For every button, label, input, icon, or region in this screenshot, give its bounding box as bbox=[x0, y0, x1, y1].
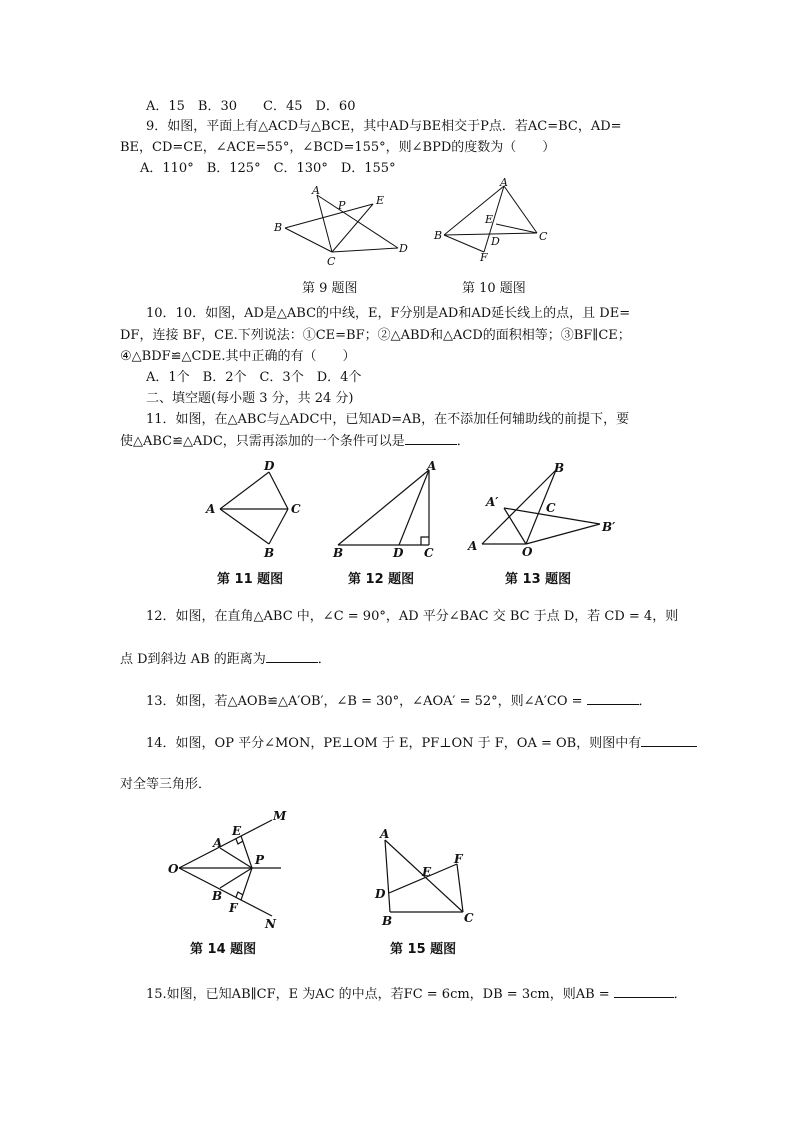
q14-line2: 对全等三角形． bbox=[120, 777, 212, 792]
fig11-label-c: C bbox=[291, 502, 301, 516]
q15-line1-text: 15.如图，已知AB∥CF，E 为AC 的中点，若FC = 6cm，DB = 3cm，则AB = bbox=[146, 987, 610, 1002]
fig14-label-m: M bbox=[273, 809, 287, 823]
q10-line3: ④△BDF≌△CDE.其中正确的有（ ） bbox=[120, 349, 356, 364]
fig10-label-b: B bbox=[434, 229, 443, 242]
fig15-label-f: F bbox=[454, 852, 463, 866]
q13-line1-text: 13．如图，若△AOB≌△A′OB′，∠B = 30°，∠AOA′ = 52°，则∠A′CO = bbox=[146, 694, 583, 709]
fig15-label-a: A bbox=[380, 827, 390, 841]
fig15-label-b: B bbox=[382, 914, 393, 928]
fig15-label-e: E bbox=[422, 865, 432, 879]
fig12-label-d: D bbox=[393, 546, 404, 560]
fig14-label-a: A bbox=[213, 836, 223, 850]
q10-line1: 10．10．如图，AD是△ABC的中线，E，F分别是AD和AD延长线上的点，且 DE= bbox=[146, 306, 631, 321]
fig12-caption: 第 12 题图 bbox=[348, 572, 415, 587]
fig10-label-d: D bbox=[491, 235, 500, 248]
q11-line2 bbox=[120, 432, 470, 451]
fig9-label-d: D bbox=[399, 242, 408, 255]
q11-answer-blank[interactable] bbox=[405, 432, 457, 445]
q13-end: ． bbox=[638, 694, 652, 709]
q14-line1 bbox=[146, 734, 697, 753]
figure-14 bbox=[165, 808, 290, 933]
fig9-label-c: C bbox=[327, 255, 336, 268]
fig14-label-o: O bbox=[168, 862, 179, 876]
q12-line1: 12．如图，在直角△ABC 中，∠C = 90°，AD 平分∠BAC 交 BC 于点 D，若 CD = 4，则 bbox=[146, 609, 679, 624]
q12-answer-blank[interactable] bbox=[266, 650, 318, 663]
figure-10 bbox=[430, 176, 560, 268]
q10-options: A．1个 B．2个 C．3个 D．4个 bbox=[146, 370, 362, 385]
fig14-label-b: B bbox=[212, 889, 223, 903]
fig9-caption: 第 9 题图 bbox=[302, 281, 358, 296]
figure-13 bbox=[460, 458, 630, 562]
fig9-label-b: B bbox=[274, 221, 283, 234]
fig12-label-a: A bbox=[427, 459, 437, 473]
fig14-label-p: P bbox=[255, 853, 265, 867]
figure-15 bbox=[370, 826, 480, 931]
q13-answer-blank[interactable] bbox=[587, 692, 639, 705]
fig12-label-c: C bbox=[424, 546, 434, 560]
fig14-label-n: N bbox=[265, 917, 276, 931]
fig9-label-p: P bbox=[338, 199, 346, 212]
q12-end: ． bbox=[317, 652, 331, 667]
fig10-label-f: F bbox=[480, 251, 488, 264]
fig15-label-d: D bbox=[375, 887, 386, 901]
fig11-label-d: D bbox=[264, 459, 275, 473]
fig13-label-b: B bbox=[554, 461, 565, 475]
fig13-label-o: O bbox=[522, 545, 533, 559]
q12-line2 bbox=[120, 650, 331, 669]
q14-line1-text: 14．如图，OP 平分∠MON，PE⊥OM 于 E，PF⊥ON 于 F，OA = OB，则图中有 bbox=[146, 736, 642, 751]
fig11-label-b: B bbox=[264, 546, 275, 560]
q10-line2: DF，连接 BF，CE.下列说法：①CE=BF；②△ABD和△ACD的面积相等；③BF∥CE； bbox=[120, 328, 631, 343]
q9-line2: BE，CD=CE，∠ACE=55°，∠BCD=155°，则∠BPD的度数为（ ） bbox=[120, 140, 556, 155]
fig11-label-a: A bbox=[206, 502, 216, 516]
q15-end: ． bbox=[673, 987, 687, 1002]
q11-line1: 11．如图，在△ABC与△ADC中，已知AD=AB，在不添加任何辅助线的前提下，要 bbox=[146, 412, 630, 427]
fig13-label-a-prime: A′ bbox=[486, 495, 499, 509]
fig10-label-c: C bbox=[539, 230, 548, 243]
q9-options: A．110° B．125° C．130° D．155° bbox=[140, 161, 396, 176]
fig15-caption: 第 15 题图 bbox=[390, 942, 457, 957]
fig13-label-b-prime: B′ bbox=[602, 520, 616, 534]
fig9-label-a: A bbox=[312, 184, 320, 197]
fig13-label-a: A bbox=[468, 539, 478, 553]
fig9-label-e: E bbox=[376, 194, 385, 207]
figure-9 bbox=[270, 180, 420, 270]
q14-answer-blank[interactable] bbox=[641, 734, 697, 747]
fig12-label-b: B bbox=[333, 546, 344, 560]
fig10-label-e: E bbox=[485, 213, 494, 226]
q8-options: A．15 B．30 C．45 D．60 bbox=[146, 99, 356, 114]
fig13-label-c: C bbox=[546, 501, 556, 515]
fig10-caption: 第 10 题图 bbox=[462, 281, 526, 296]
fig15-label-c: C bbox=[464, 911, 474, 925]
fig10-label-a: A bbox=[500, 176, 508, 189]
fig14-caption: 第 14 题图 bbox=[190, 942, 257, 957]
q15-answer-blank[interactable] bbox=[614, 985, 674, 998]
q9-line1: 9．如图，平面上有△ACD与△BCE，其中AD与BE相交于P点．若AC=BC，AD= bbox=[146, 119, 622, 134]
fig14-label-f: F bbox=[229, 901, 238, 915]
section-2-heading: 二、填空题(每小题 3 分，共 24 分) bbox=[146, 391, 354, 406]
q12-line2-text: 点 D到斜边 AB 的距离为 bbox=[120, 652, 266, 667]
fig11-caption: 第 11 题图 bbox=[217, 572, 284, 587]
figure-11 bbox=[200, 458, 310, 562]
q11-line2-text: 使△ABC≌△ADC，只需再添加的一个条件可以是 bbox=[120, 434, 405, 449]
q13-line1 bbox=[146, 692, 652, 711]
figure-12 bbox=[325, 458, 445, 562]
q11-end: ． bbox=[456, 434, 470, 449]
fig13-caption: 第 13 题图 bbox=[505, 572, 572, 587]
fig14-label-e: E bbox=[232, 824, 242, 838]
q15-line1 bbox=[146, 985, 687, 1004]
